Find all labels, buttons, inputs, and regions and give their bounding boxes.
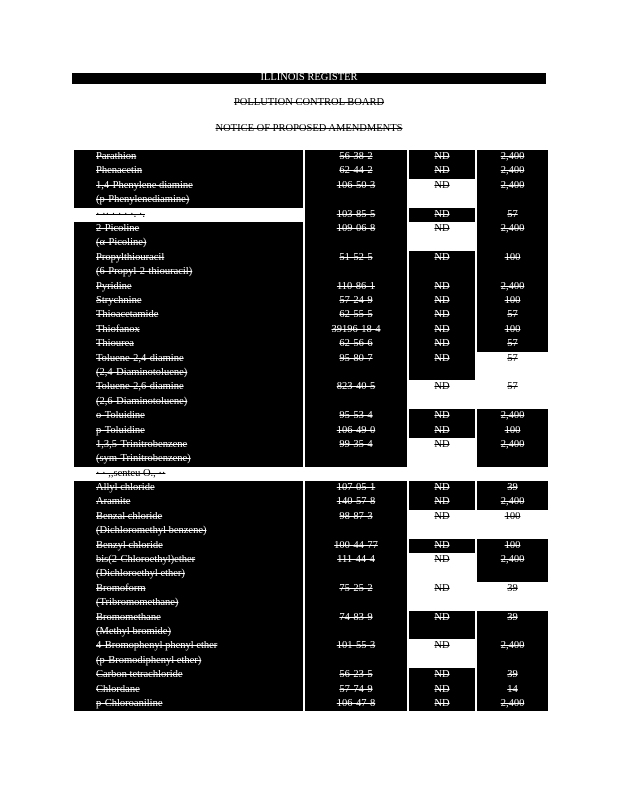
substance-name-cell	[74, 409, 303, 423]
nd-value-cell	[409, 553, 475, 582]
substance-name: Carbon tetrachloride	[96, 669, 183, 681]
limit-value-cell	[477, 208, 548, 222]
nd-value: ND	[434, 165, 450, 177]
limit-value-cell	[477, 352, 548, 381]
nd-value-cell	[409, 438, 475, 467]
table-row	[74, 308, 548, 322]
cas-number-cell	[305, 481, 407, 495]
substance-name-cell	[74, 639, 303, 668]
limit-value-cell	[477, 510, 548, 539]
cas-number: 56-23-5	[339, 669, 373, 681]
table-row	[74, 510, 548, 539]
substance-name-cell	[74, 280, 303, 294]
nd-value-cell	[409, 611, 475, 640]
cas-number-cell	[305, 179, 407, 208]
cas-number: 57-74-9	[339, 683, 373, 695]
cas-number: 106-50-3	[336, 179, 376, 191]
limit-value-cell	[477, 308, 548, 322]
limit-value: 57	[507, 338, 518, 350]
substance-name-cell	[74, 683, 303, 697]
limit-value: 14	[507, 683, 518, 695]
substance-name-cell	[74, 467, 303, 481]
substance-name-cell	[74, 481, 303, 495]
substance-synonym: (Dichloroethyl ether)	[96, 568, 185, 580]
substance-name-cell	[74, 668, 303, 682]
substance-name-cell	[74, 697, 303, 711]
nd-value-cell	[409, 683, 475, 697]
limit-value-cell	[477, 668, 548, 682]
cas-number: 106-49-0	[336, 424, 376, 436]
cas-number-cell	[305, 553, 407, 582]
table-row	[74, 683, 548, 697]
limit-value: 57	[507, 309, 518, 321]
substance-name-cell	[74, 294, 303, 308]
cas-number-cell	[305, 424, 407, 438]
nd-value-cell	[409, 481, 475, 495]
substance-name: Strychnine	[96, 294, 142, 306]
nd-value-cell	[409, 697, 475, 711]
substance-name: 4-Bromophenyl phenyl ether	[96, 640, 218, 652]
cas-number: 107-05-1	[336, 482, 376, 494]
substance-name: · · ,,senteu O., ··	[96, 467, 166, 479]
cas-number: 51-52-5	[339, 251, 373, 263]
substance-name: Benzal chloride	[96, 510, 163, 522]
register-title: ILLINOIS REGISTER	[260, 72, 358, 83]
table-row	[74, 495, 548, 509]
table-row	[74, 352, 548, 381]
substance-name: 1,4-Phenylene diamine	[96, 179, 193, 191]
substance-synonym: (Dichloromethyl benzene)	[96, 525, 207, 537]
substance-name: bis(2-Chloroethyl)ether	[96, 554, 196, 566]
substance-name: Chlordane	[96, 683, 140, 695]
nd-value: ND	[434, 482, 450, 494]
cas-number: 111-44-4	[337, 554, 375, 566]
nd-value: ND	[434, 179, 450, 191]
limit-value	[477, 467, 548, 481]
cas-number: 109-06-8	[336, 222, 376, 234]
table-row	[74, 222, 548, 251]
substance-name: p-Chloroaniline	[96, 698, 163, 710]
substance-name: · ·· · · · ·. ·.	[96, 208, 145, 220]
substance-synonym: (Tribromomethane)	[96, 597, 179, 609]
limit-value: 2,400	[500, 179, 525, 191]
cas-number-cell	[305, 409, 407, 423]
cas-number-cell	[305, 222, 407, 251]
table-row	[74, 164, 548, 178]
limit-value: 2,400	[500, 151, 525, 162]
substance-name: 1,3,5-Trinitrobenzene	[96, 438, 188, 450]
limit-value-cell	[477, 164, 548, 178]
table-row	[74, 539, 548, 553]
limit-value: 2,400	[500, 410, 525, 422]
nd-value: ND	[434, 669, 450, 681]
nd-value: ND	[434, 438, 450, 450]
nd-value: ND	[434, 309, 450, 321]
cas-number: 75-25-2	[339, 582, 373, 594]
limit-value: 100	[504, 510, 521, 522]
substance-name-cell	[74, 495, 303, 509]
substance-synonym: (p-Bromodiphenyl ether)	[96, 654, 202, 666]
table-row	[74, 179, 548, 208]
table-row	[74, 438, 548, 467]
cas-number-cell	[305, 251, 407, 280]
substance-name: Allyl chloride	[96, 482, 155, 494]
nd-value: ND	[434, 683, 450, 695]
cas-number: 57-24-9	[339, 294, 373, 306]
nd-value-cell	[409, 409, 475, 423]
limit-value: 57	[507, 352, 518, 364]
nd-value-cell	[409, 323, 475, 337]
table-row	[74, 639, 548, 668]
limit-value: 39	[507, 611, 518, 623]
substance-name: Thioacetamide	[96, 309, 159, 321]
cas-number: 99-35-4	[339, 438, 373, 450]
cas-number-cell	[305, 668, 407, 682]
table-row	[74, 150, 548, 164]
substance-name: Toluene-2,6-diamine	[96, 381, 184, 393]
nd-value-cell	[409, 179, 475, 208]
substance-name-cell	[74, 611, 303, 640]
limit-value: 2,400	[500, 698, 525, 710]
table-row	[74, 323, 548, 337]
cas-number-cell	[305, 294, 407, 308]
limit-value: 100	[504, 424, 521, 436]
substance-name-cell	[74, 424, 303, 438]
limit-value-cell	[477, 438, 548, 467]
nd-value: ND	[434, 151, 450, 162]
substance-name-cell	[74, 150, 303, 164]
nd-value-cell	[409, 495, 475, 509]
cas-number-cell	[305, 510, 407, 539]
nd-value-cell	[409, 308, 475, 322]
substance-synonym: (6-Propyl-2-thiouracil)	[96, 266, 193, 278]
nd-value: ND	[434, 611, 450, 623]
cas-number-cell	[305, 467, 407, 481]
substance-name-cell	[74, 510, 303, 539]
limit-value: 100	[504, 294, 521, 306]
table-row	[74, 481, 548, 495]
limit-value-cell	[477, 380, 548, 409]
nd-value: ND	[434, 496, 450, 508]
cas-number-cell	[305, 164, 407, 178]
limit-value-cell	[477, 611, 548, 640]
substance-name: Pyridine	[96, 280, 132, 292]
cas-number: 95-80-7	[339, 352, 373, 364]
substance-name: Thiofanox	[96, 323, 140, 335]
table-row	[74, 553, 548, 582]
nd-value: ND	[434, 640, 450, 652]
nd-value-cell	[409, 222, 475, 251]
nd-value-cell	[409, 424, 475, 438]
constituent-table	[74, 150, 548, 711]
substance-name-cell	[74, 438, 303, 467]
cas-number: 103-85-5	[336, 208, 376, 220]
substance-synonym: (p-Phenylenediamine)	[96, 194, 190, 206]
nd-value-cell	[409, 150, 475, 164]
table-row	[74, 294, 548, 308]
cas-number: 39196-18-4	[331, 323, 381, 335]
cas-number: 74-83-9	[339, 611, 373, 623]
limit-value-cell	[477, 697, 548, 711]
cas-number: 101-55-3	[336, 640, 376, 652]
cas-number-cell	[305, 337, 407, 351]
substance-name-cell	[74, 337, 303, 351]
cas-number-cell	[305, 495, 407, 509]
cas-number: 62-56-6	[339, 338, 373, 350]
nd-value: ND	[434, 554, 450, 566]
cas-number-cell	[305, 639, 407, 668]
nd-value-cell	[409, 582, 475, 611]
nd-value-cell	[409, 251, 475, 280]
nd-value: ND	[434, 280, 450, 292]
nd-value-cell	[409, 510, 475, 539]
limit-value-cell	[477, 424, 548, 438]
limit-value-cell	[477, 337, 548, 351]
table-row	[74, 208, 548, 222]
substance-synonym: (2,6-Diaminotoluene)	[96, 395, 188, 407]
substance-name-cell	[74, 308, 303, 322]
cas-number	[305, 467, 407, 481]
nd-value: ND	[434, 338, 450, 350]
substance-name: Aramite	[96, 496, 131, 508]
nd-value: ND	[434, 294, 450, 306]
table-row	[74, 582, 548, 611]
cas-number-cell	[305, 380, 407, 409]
cas-number-cell	[305, 438, 407, 467]
header-bar	[72, 73, 546, 84]
limit-value-cell	[477, 294, 548, 308]
nd-value-cell	[409, 352, 475, 381]
substance-name: 2-Picoline	[96, 222, 140, 234]
cas-number-cell	[305, 323, 407, 337]
limit-value: 39	[507, 482, 518, 494]
substance-name: Toluene-2,4-diamine	[96, 352, 184, 364]
nd-value-cell	[409, 337, 475, 351]
cas-number: 823-40-5	[336, 381, 376, 393]
cas-number: 140-57-8	[336, 496, 376, 508]
cas-number-cell	[305, 697, 407, 711]
limit-value-cell	[477, 582, 548, 611]
table-row	[74, 409, 548, 423]
substance-name: p-Toluidine	[96, 424, 145, 436]
cas-number: 100-44-77	[334, 539, 378, 551]
limit-value: 39	[507, 669, 518, 681]
substance-synonym: (2,4-Diaminotoluene)	[96, 366, 188, 378]
nd-value: ND	[434, 539, 450, 551]
limit-value: 100	[504, 323, 521, 335]
limit-value: 57	[507, 381, 518, 393]
substance-name-cell	[74, 164, 303, 178]
cas-number-cell	[305, 280, 407, 294]
nd-value: ND	[434, 381, 450, 393]
table-row	[74, 424, 548, 438]
nd-value-cell	[409, 639, 475, 668]
limit-value-cell	[477, 495, 548, 509]
table-row	[74, 611, 548, 640]
limit-value-cell	[477, 251, 548, 280]
nd-value-cell	[409, 380, 475, 409]
table-row	[74, 380, 548, 409]
substance-name-cell	[74, 352, 303, 381]
substance-name: Phenacetin	[96, 165, 143, 177]
substance-name: Bromoform	[96, 582, 146, 594]
cas-number-cell	[305, 150, 407, 164]
cas-number: 106-47-8	[336, 698, 376, 710]
nd-value	[409, 467, 475, 481]
substance-name: o-Toluidine	[96, 410, 145, 422]
substance-name-cell	[74, 539, 303, 553]
table-row	[74, 280, 548, 294]
substance-name: Bromomethane	[96, 611, 161, 623]
substance-synonym: (Methyl bromide)	[96, 626, 171, 638]
limit-value-cell	[477, 179, 548, 208]
cas-number-cell	[305, 208, 407, 222]
nd-value: ND	[434, 410, 450, 422]
limit-value: 2,400	[500, 222, 525, 234]
substance-name-cell	[74, 553, 303, 582]
cas-number-cell	[305, 582, 407, 611]
table-row	[74, 668, 548, 682]
nd-value: ND	[434, 698, 450, 710]
limit-value-cell	[477, 409, 548, 423]
limit-value-cell	[477, 467, 548, 481]
nd-value-cell	[409, 280, 475, 294]
limit-value-cell	[477, 150, 548, 164]
nd-value: ND	[434, 352, 450, 364]
substance-name-cell	[74, 323, 303, 337]
limit-value-cell	[477, 539, 548, 553]
cas-number-cell	[305, 308, 407, 322]
limit-value-cell	[477, 280, 548, 294]
cas-number: 95-53-4	[339, 410, 373, 422]
limit-value: 2,400	[500, 280, 525, 292]
cas-number: 56-38-2	[339, 151, 373, 162]
cas-number: 62-44-2	[339, 165, 373, 177]
notice-title: NOTICE OF PROPOSED AMENDMENTS	[215, 123, 403, 134]
limit-value: 57	[507, 208, 518, 220]
substance-name-cell	[74, 251, 303, 280]
cas-number-cell	[305, 352, 407, 381]
limit-value-cell	[477, 683, 548, 697]
nd-value: ND	[434, 208, 450, 220]
substance-synonym: (α-Picoline)	[96, 237, 147, 249]
table-row	[74, 467, 548, 481]
substance-name-cell	[74, 222, 303, 251]
cas-number: 110-86-1	[336, 280, 376, 292]
limit-value: 2,400	[500, 640, 525, 652]
limit-value: 100	[504, 251, 521, 263]
limit-value: 2,400	[500, 438, 525, 450]
nd-value: ND	[434, 251, 450, 263]
substance-name-cell	[74, 582, 303, 611]
nd-value-cell	[409, 164, 475, 178]
nd-value: ND	[434, 510, 450, 522]
cas-number-cell	[305, 611, 407, 640]
limit-value: 2,400	[500, 554, 525, 566]
limit-value: 2,400	[500, 496, 525, 508]
substance-name: Thiourea	[96, 338, 134, 350]
limit-value: 39	[507, 582, 518, 594]
substance-name: Parathion	[96, 151, 137, 162]
cas-number-cell	[305, 683, 407, 697]
cas-number-cell	[305, 539, 407, 553]
nd-value-cell	[409, 208, 475, 222]
nd-value: ND	[434, 323, 450, 335]
limit-value-cell	[477, 553, 548, 582]
substance-name: Propylthiouracil	[96, 251, 165, 263]
limit-value-cell	[477, 481, 548, 495]
limit-value-cell	[477, 639, 548, 668]
limit-value-cell	[477, 222, 548, 251]
table-row	[74, 251, 548, 280]
limit-value: 2,400	[500, 165, 525, 177]
nd-value: ND	[434, 582, 450, 594]
cas-number: 62-55-5	[339, 309, 373, 321]
nd-value-cell	[409, 539, 475, 553]
table-row	[74, 697, 548, 711]
nd-value: ND	[434, 222, 450, 234]
substance-name-cell	[74, 179, 303, 208]
nd-value-cell	[409, 668, 475, 682]
nd-value-cell	[409, 467, 475, 481]
nd-value: ND	[434, 424, 450, 436]
substance-name-cell	[74, 380, 303, 409]
board-title: POLLUTION CONTROL BOARD	[233, 97, 385, 108]
cas-number: 98-87-3	[339, 510, 373, 522]
substance-name: Benzyl chloride	[96, 539, 163, 551]
nd-value-cell	[409, 294, 475, 308]
substance-name-cell	[74, 208, 303, 222]
table-row	[74, 337, 548, 351]
limit-value: 100	[504, 539, 521, 551]
limit-value-cell	[477, 323, 548, 337]
substance-synonym: (sym-Trinitrobenzene)	[96, 453, 191, 465]
